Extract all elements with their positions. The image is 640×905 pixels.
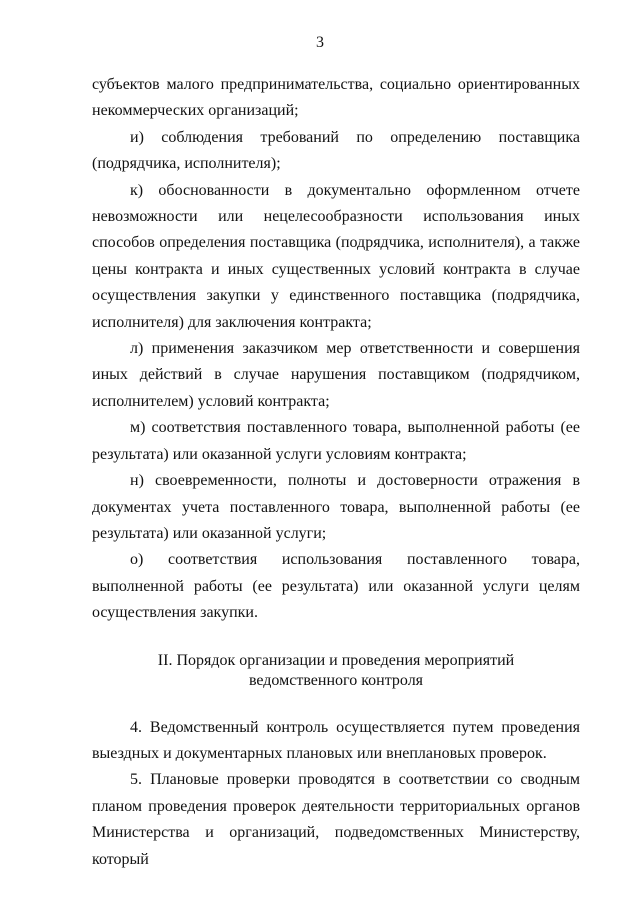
section-heading [92,651,580,691]
paragraph-item-o: о) соответствия использования поставленного товара, выполненной работы (ее результата) или оказанной услуги целям осуществления закупки. [92,551,580,622]
paragraph-item-i: и) соблюдения требований по определению поставщика (подрядчика, исполнителя); [92,128,580,173]
section-heading-line1: II. Порядок организации и проведения мероприятий [157,651,515,669]
document-body [92,72,580,873]
paragraph-point-5: 5. Плановые проверки проводятся в соответствии со сводным планом проведения проверок деятельности территориальных органов Министерства и организаций, подведомственных Министерству, который [92,771,580,868]
paragraph: субъектов малого предпринимательства, социально ориентированных некоммерческих организаций; [92,76,580,120]
section-heading-line2: ведомственного контроля [248,671,424,689]
paragraph-point-4: 4. Ведомственный контроль осуществляется путем проведения выездных и документарных плановых или внеплановых проверок. [92,718,580,762]
page-number: 3 [316,34,324,51]
paragraph-item-l: л) применения заказчиком мер ответственности и совершения иных действий в случае нарушения поставщиком (подрядчиком, исполнителем) условий контракта; [92,340,580,410]
paragraph-item-n: н) своевременности, полноты и достоверности отражения в документах учета поставленного товара, выполненной работы (ее результата) или оказанной услуги; [92,472,580,542]
paragraph-item-k: к) обоснованности в документально оформленном отчете невозможности или нецелесообразности использования иных способов определения поставщика (подрядчика, исполнителя), а также цены контракта и иных существенных условий контракта в случае осуществления закупки у единственного поставщика (подрядчика, исполнителя) для заключения контракта; [92,181,580,331]
paragraph-item-m: м) соответствия поставленного товара, выполненной работы (ее результата) или оказанной услуги условиям контракта; [92,419,580,463]
